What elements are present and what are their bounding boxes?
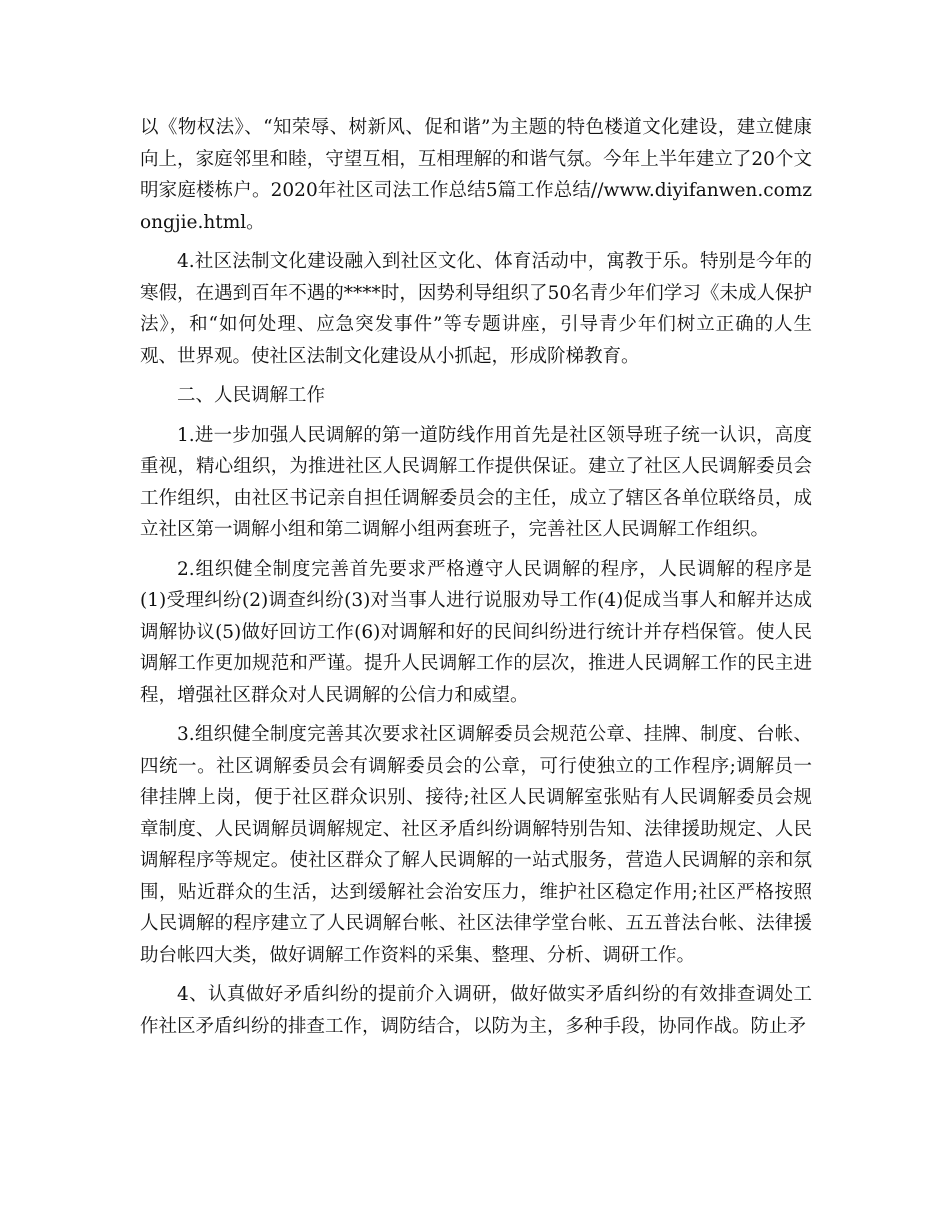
paragraph-legal-culture-activities: 4.社区法制文化建设融入到社区文化、体育活动中，寓教于乐。特别是今年的寒假，在遇到百年不遇的****时，因势利导组织了50名青少年们学习《未成人保护法》，和“如何处理、应急突发事件”等专题讲座，引导青少年们树立正确的人生观、世界观。使社区法制文化建设从小抓起，形成阶梯教育。 bbox=[140, 251, 812, 367]
paragraph-continuation-building-culture: 以《物权法》、“知荣辱、树新风、促和谐”为主题的特色楼道文化建设，建立健康向上，家庭邻里和睦，守望互相，互相理解的和谐气氛。今年上半年建立了20个文明家庭楼栋户。2020年社区司法工作总结5篇工作总结//www.diyifanwen.comzongjie.html。 bbox=[140, 117, 812, 233]
paragraph-dispute-investigation: 4、认真做好矛盾纠纷的提前介入调研，做好做实矛盾纠纷的有效排查调处工作社区矛盾纠纷的排查工作，调防结合，以防为主，多种手段，协同作战。防止矛 bbox=[140, 984, 812, 1037]
section-heading-people-mediation: 二、人民调解工作 bbox=[177, 385, 326, 406]
paragraph-mediation-first-defense: 1.进一步加强人民调解的第一道防线作用首先是社区领导班子统一认识，高度重视，精心组织，为推进社区人民调解工作提供保证。建立了社区人民调解委员会工作组织，由社区书记亲自担任调解委员会的主任，成立了辖区各单位联络员，成立社区第一调解小组和第二调解小组两套班子，完善社区人民调解工作组织。 bbox=[140, 424, 812, 540]
document-body bbox=[140, 112, 812, 1042]
paragraph-mediation-standardization: 3.组织健全制度完善其次要求社区调解委员会规范公章、挂牌、制度、台帐、四统一。社区调解委员会有调解委员会的公章，可行使独立的工作程序;调解员一律挂牌上岗，便于社区群众识别、接待;社区人民调解室张贴有人民调解委员会规章制度、人民调解员调解规定、社区矛盾纠纷调解特别告知、法律援助规定、人民调解程序等规定。使社区群众了解人民调解的一站式服务，营造人民调解的亲和氛围，贴近群众的生活，达到缓解社会治安压力，维护社区稳定作用;社区严格按照人民调解的程序建立了人民调解台帐、社区法律学堂台帐、五五普法台帐、法律援助台帐四大类，做好调解工作资料的采集、整理、分析、调研工作。 bbox=[140, 724, 812, 966]
paragraph-mediation-procedure: 2.组织健全制度完善首先要求严格遵守人民调解的程序，人民调解的程序是(1)受理纠纷(2)调查纠纷(3)对当事人进行说服劝导工作(4)促成当事人和解并达成调解协议(5)做好回访工作(6)对调解和好的民间纠纷进行统计并存档保管。使人民调解工作更加规范和严谨。提升人民调解工作的层次，推进人民调解工作的民主进程，增强社区群众对人民调解的公信力和威望。 bbox=[140, 558, 812, 706]
